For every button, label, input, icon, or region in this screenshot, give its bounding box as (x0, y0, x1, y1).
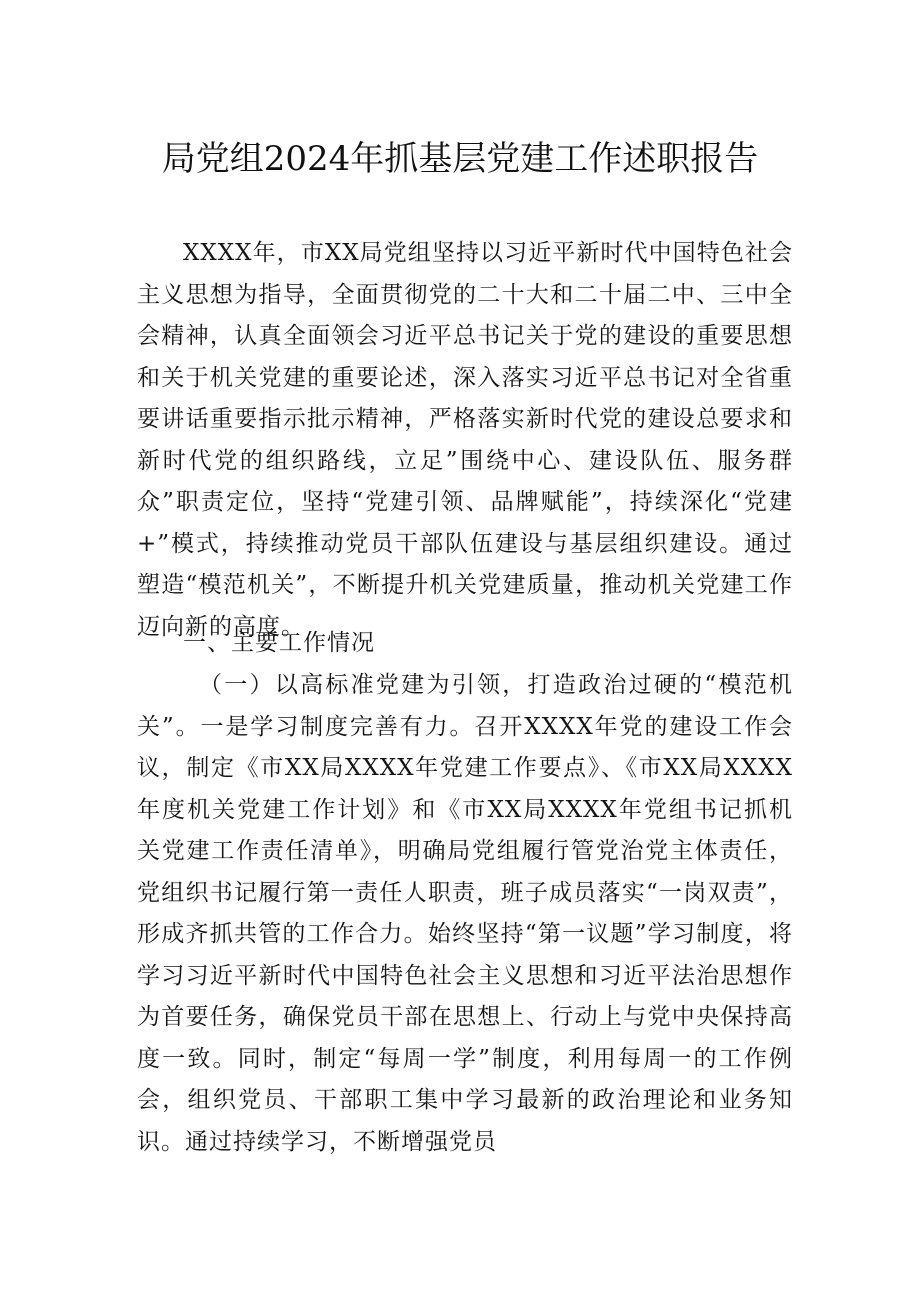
section-heading-main-work: 一、主要工作情况 (183, 630, 375, 656)
paragraph-intro: XXXX年，市XX局党组坚持以习近平新时代中国特色社会主义思想为指导，全面贯彻党的二十大和二十届二中、三中全会精神，认真全面领会习近平总书记关于党的建设的重要思想和关于机关党建的重要论述，深入落实习近平总书记对全省重要讲话重要指示批示精神，严格落实新时代党的建设总要求和新时代党的组织路线，立足”围绕中心、建设队伍、服务群众”职责定位，坚持“党建引领、品牌赋能”，持续深化“党建+”模式，持续推动党员干部队伍建设与基层组织建设。通过塑造“模范机关”，不断提升机关党建质量，推动机关党建工作迈向新的高度。 (137, 240, 793, 640)
document-title: 局党组2024年抓基层党建工作述职报告 (161, 139, 759, 179)
paragraph-model-organ: （一）以高标准党建为引领，打造政治过硬的“模范机关”。一是学习制度完善有力。召开XXXX年党的建设工作会议，制定《市XX局XXXX年党建工作要点》、《市XX局XXXX年度机关党建工作计划》和《市XX局XXXX年党组书记抓机关党建工作责任清单》，明确局党组履行管党治党主体责任，党组织书记履行第一责任人职责，班子成员落实“一岗双责”，形成齐抓共管的工作合力。始终坚持“第一议题”学习制度，将学习习近平新时代中国特色社会主义思想和习近平法治思想作为首要任务，确保党员干部在思想上、行动上与党中央保持高度一致。同时，制定“每周一学”制度，利用每周一的工作例会，组织党员、干部职工集中学习最新的政治理论和业务知识。通过持续学习，不断增强党员 (137, 672, 793, 1155)
